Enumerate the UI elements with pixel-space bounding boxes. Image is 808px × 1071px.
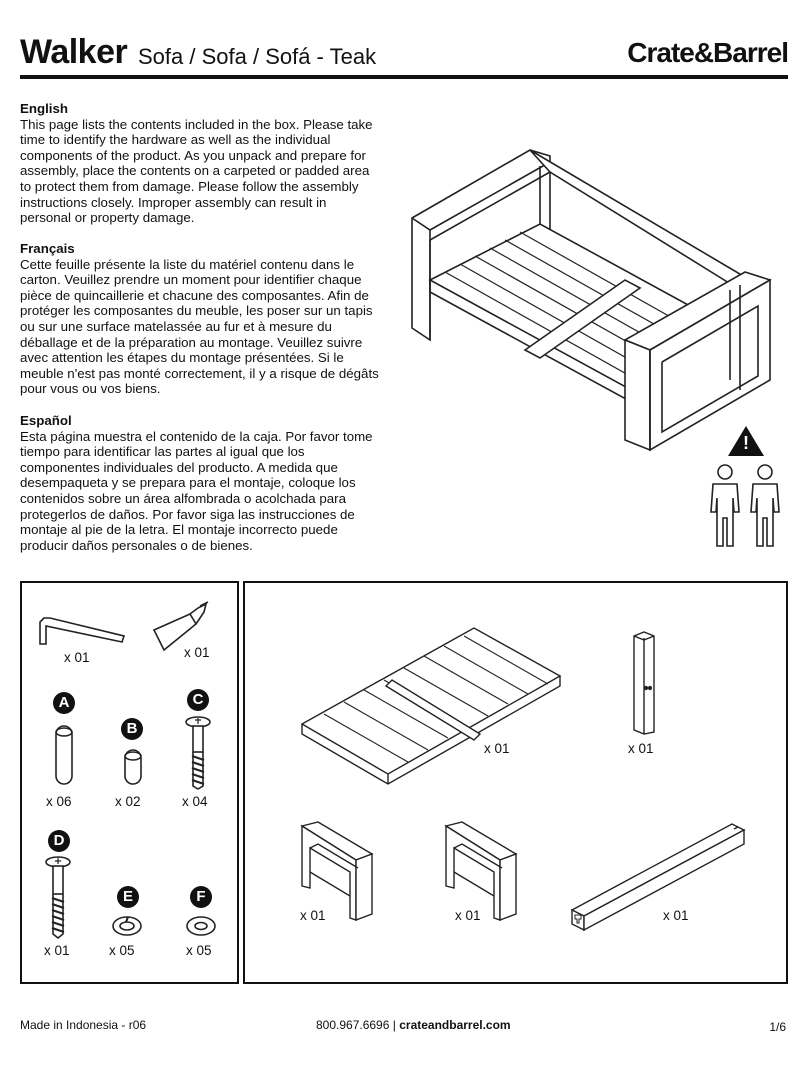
post-icon (630, 628, 660, 736)
allen-key-qty: x 01 (64, 650, 90, 665)
left-arm-qty: x 01 (300, 908, 326, 923)
footer-website[interactable]: crateandbarrel.com (399, 1018, 511, 1032)
right-arm-icon (440, 820, 522, 924)
allen-key-icon (38, 614, 128, 650)
part-a-qty: x 06 (46, 794, 72, 809)
product-subtitle: Sofa / Sofa / Sofá - Teak (138, 44, 377, 69)
part-f-qty: x 05 (186, 943, 212, 958)
dowel-icon (52, 722, 78, 788)
rail-icon (568, 820, 750, 932)
right-arm-qty: x 01 (455, 908, 481, 923)
two-person-icon (705, 462, 785, 550)
lock-washer-icon (110, 914, 144, 938)
seat-frame-qty: x 01 (484, 741, 510, 756)
part-f-label: F (190, 886, 212, 908)
rail-qty: x 01 (663, 908, 689, 923)
english-body: This page lists the contents included in the box. Please take time to identify the hardware as well as the individual components of the product. As you unpack and prepare for assembly, place the contents on a carpeted or padded area to protect them from damage. Please follow the assembly instructions closely. Improper assembly can result in personal or property damage. (20, 116, 373, 226)
product-name: Walker (20, 33, 128, 71)
french-heading: Français (20, 241, 75, 256)
spanish-section (20, 413, 380, 553)
glue-qty: x 01 (184, 645, 210, 660)
seat-frame-icon (298, 624, 566, 790)
part-c-label: C (187, 689, 209, 711)
flat-washer-icon (184, 914, 218, 938)
spanish-heading: Español (20, 413, 72, 428)
french-section (20, 241, 380, 397)
part-e-qty: x 05 (109, 943, 135, 958)
sofa-illustration (400, 140, 780, 460)
footer-phone: 800.967.6696 (316, 1018, 390, 1032)
barrel-nut-icon (121, 746, 145, 788)
part-e-label: E (117, 886, 139, 908)
part-b-qty: x 02 (115, 794, 141, 809)
bolt-c-icon (184, 716, 214, 790)
footer-made-in: Made in Indonesia - r06 (20, 1018, 147, 1032)
header-rule (20, 75, 788, 79)
footer-contact (316, 1018, 511, 1032)
english-heading: English (20, 101, 69, 116)
post-qty: x 01 (628, 741, 654, 756)
part-b-label: B (121, 718, 143, 740)
french-body: Cette feuille présente la liste du matériel contenu dans le carton. Veuillez prendre un moment pour identifier chaque pièce de quincaillerie et chacune des composantes. Afin de protéger les composantes du meuble, les poser sur un tapis ou sur une surface matelassée au fur et à mesure du déballage et de la préparation au montage. Veuillez suivre avec attention les étapes du montage présentées. Si le meuble n'est pas monté correctement, il y a risque de dégâts pour vous ou vos biens. (20, 256, 379, 397)
part-d-qty: x 01 (44, 943, 70, 958)
part-d-label: D (48, 830, 70, 852)
part-a-label: A (53, 692, 75, 714)
part-c-qty: x 04 (182, 794, 208, 809)
english-section (20, 101, 380, 226)
brand-logo: Crate&Barrel (627, 37, 788, 68)
bolt-d-icon (44, 856, 74, 940)
warning-mark: ! (743, 433, 749, 453)
footer-separator: | (392, 1018, 396, 1032)
spanish-body: Esta página muestra el contenido de la caja. Por favor tome tiempo para identificar las partes al igual que los componentes individuales del producto. A medida que desempaqueta y se prepara para el montaje, coloque los contenidos sobre un área alfombrada o acolchada para protegerlos de daños. Por favor siga las instrucciones de montaje al pie de la letra. El montaje incorrecto puede producir daños personales o de bienes. (20, 428, 373, 553)
page-number: 1/6 (769, 1020, 786, 1034)
